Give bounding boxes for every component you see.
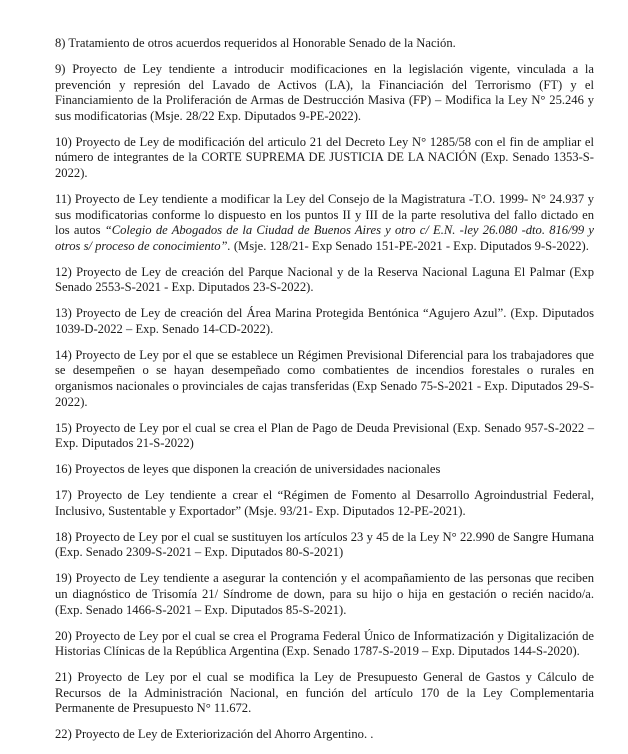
item-number: 16) — [55, 462, 72, 477]
item-number: 20) — [55, 628, 72, 643]
item-text: Tratamiento de otros acuerdos requeridos al Honorable Senado de la Nación. — [68, 36, 456, 50]
item-text: Proyecto de Ley tendiente a asegurar la contención y el acompañamiento de las personas que reciben un diagnóstico de Trisomía 21/ Síndrome de down, para su hijo o hija en gestación o recién nacido/a. (Exp. Senado 1466-S-2021 – Exp. Diputados 85-S-2021). — [55, 571, 594, 617]
item-text: Proyecto de Ley por el cual se sustituyen los artículos 23 y 45 de la Ley N° 22.990 de Sangre Humana (Exp. Senado 2309-S-2021 – Exp. Diputados 80-S-2021) — [55, 529, 594, 560]
agenda-item-20 — [55, 629, 594, 660]
agenda-item-9 — [55, 62, 594, 124]
item-number: 21) — [55, 670, 72, 685]
item-text: Proyecto de Ley de creación del Área Marina Protegida Bentónica “Agujero Azul”. (Exp. Diputados 1039-D-2022 – Exp. Senado 14-CD-2022). — [55, 306, 594, 336]
agenda-item-17 — [55, 488, 594, 519]
agenda-item-18 — [55, 530, 594, 561]
item-text: Proyecto de Ley de creación del Parque Nacional y de la Reserva Nacional Laguna El Palmar (Exp Senado 2553-S-2021 - Exp. Diputados 23-S-2022). — [55, 264, 594, 295]
item-text: Proyecto de Ley por el cual se crea el Plan de Pago de Deuda Previsional (Exp. Senado 957-S-2022 – Exp. Diputados 21-S-2022) — [55, 420, 594, 451]
agenda-item-16 — [55, 462, 594, 478]
document-page — [55, 36, 594, 753]
agenda-item-21 — [55, 670, 594, 717]
item-text: Proyecto de Ley de Exteriorización del Ahorro Argentino. . — [74, 727, 374, 742]
item-text: Proyecto de Ley por el cual se crea el Programa Federal Único de Informatización y Digitalización de Historias Clínicas de la República Argentina (Exp. Senado 1787-S-2019 – Exp. Diputados 144-S-2020). — [55, 628, 594, 659]
item-number: 10) — [55, 134, 72, 149]
item-text: Proyecto de Ley tendiente a crear el “Régimen de Fomento al Desarrollo Agroindustrial Federal, Inclusivo, Sustentable y Exportador” (Msje. 93/21- Exp. Diputados 12-PE-2021). — [55, 488, 594, 518]
item-number: 18) — [55, 529, 72, 544]
item-text: Proyecto de Ley tendiente a modificar la Ley del Consejo de la Magistratura -T.O. 1999- N° 24.937 y sus modificatorias conforme lo dispuesto en los puntos II y III de la parte resolutiva del fallo dictado en los autos — [55, 191, 594, 238]
item-number: 15) — [55, 420, 72, 435]
item-text: Proyectos de leyes que disponen la creación de universidades nacionales — [74, 462, 441, 477]
item-number: 13) — [55, 306, 72, 321]
agenda-item-15 — [55, 421, 594, 452]
item-text: Proyecto de Ley tendiente a introducir modificaciones en la legislación vigente, vinculada a la prevención y represión del Lavado de Activos (LA), la Financiación del Terrorismo (FT) y el Financiamiento de la Proliferación de Armas de Destrucción Masiva (FP) – Modifica la Ley N° 25.246 y sus modificatorias (Msje. 28/22 Exp. Diputados 9-PE-2022). — [55, 61, 595, 123]
case-title: “Colegio de Abogados de la Ciudad de Buenos Aires y otro c/ E.N. -ley 26.080 -dto. 816/99 y otros s/ proceso de conocimiento”. — [55, 223, 595, 253]
item-number: 14) — [55, 347, 72, 362]
item-number: 17) — [55, 488, 72, 503]
agenda-item-13 — [55, 306, 594, 337]
item-number: 12) — [55, 264, 72, 279]
item-number: 9) — [55, 61, 66, 76]
agenda-item-12 — [55, 265, 594, 296]
agenda-item-10 — [55, 135, 594, 182]
item-number: 19) — [55, 571, 72, 586]
agenda-item-8 — [55, 36, 594, 52]
item-text: Proyecto de Ley por el cual se modifica la Ley de Presupuesto General de Gastos y Cálculo de Recursos de la Administración Nacional, en función del artículo 170 de la Ley Complementaria Permanente de Presupuesto N° 11.672. — [55, 670, 595, 716]
agenda-item-11 — [55, 192, 594, 254]
item-text-reference: (Msje. 128/21- Exp Senado 151-PE-2021 - Exp. Diputados 9-S-2022). — [230, 238, 589, 253]
item-number: 11) — [55, 191, 72, 206]
agenda-item-14 — [55, 348, 594, 410]
item-text: Proyecto de Ley por el que se establece un Régimen Previsional Diferencial para los trabajadores que se desempeñen o se hayan desempeñado como combatientes de incendios forestales o rurales en organismos nacionales o provinciales de cajas transferidas (Exp Senado 75-S-2021 - Exp. Diputados 29-S-2022). — [55, 347, 594, 409]
item-number: 8) — [55, 36, 66, 50]
item-number: 22) — [55, 727, 72, 742]
item-text: Proyecto de Ley de modificación del articulo 21 del Decreto Ley N° 1285/58 con el fin de ampliar el número de integrantes de la CORTE SUPREMA DE JUSTICIA DE LA NACIÓN (Exp. Senado 1353-S-2022). — [55, 134, 594, 180]
agenda-item-22 — [55, 727, 594, 743]
agenda-item-19 — [55, 571, 594, 618]
